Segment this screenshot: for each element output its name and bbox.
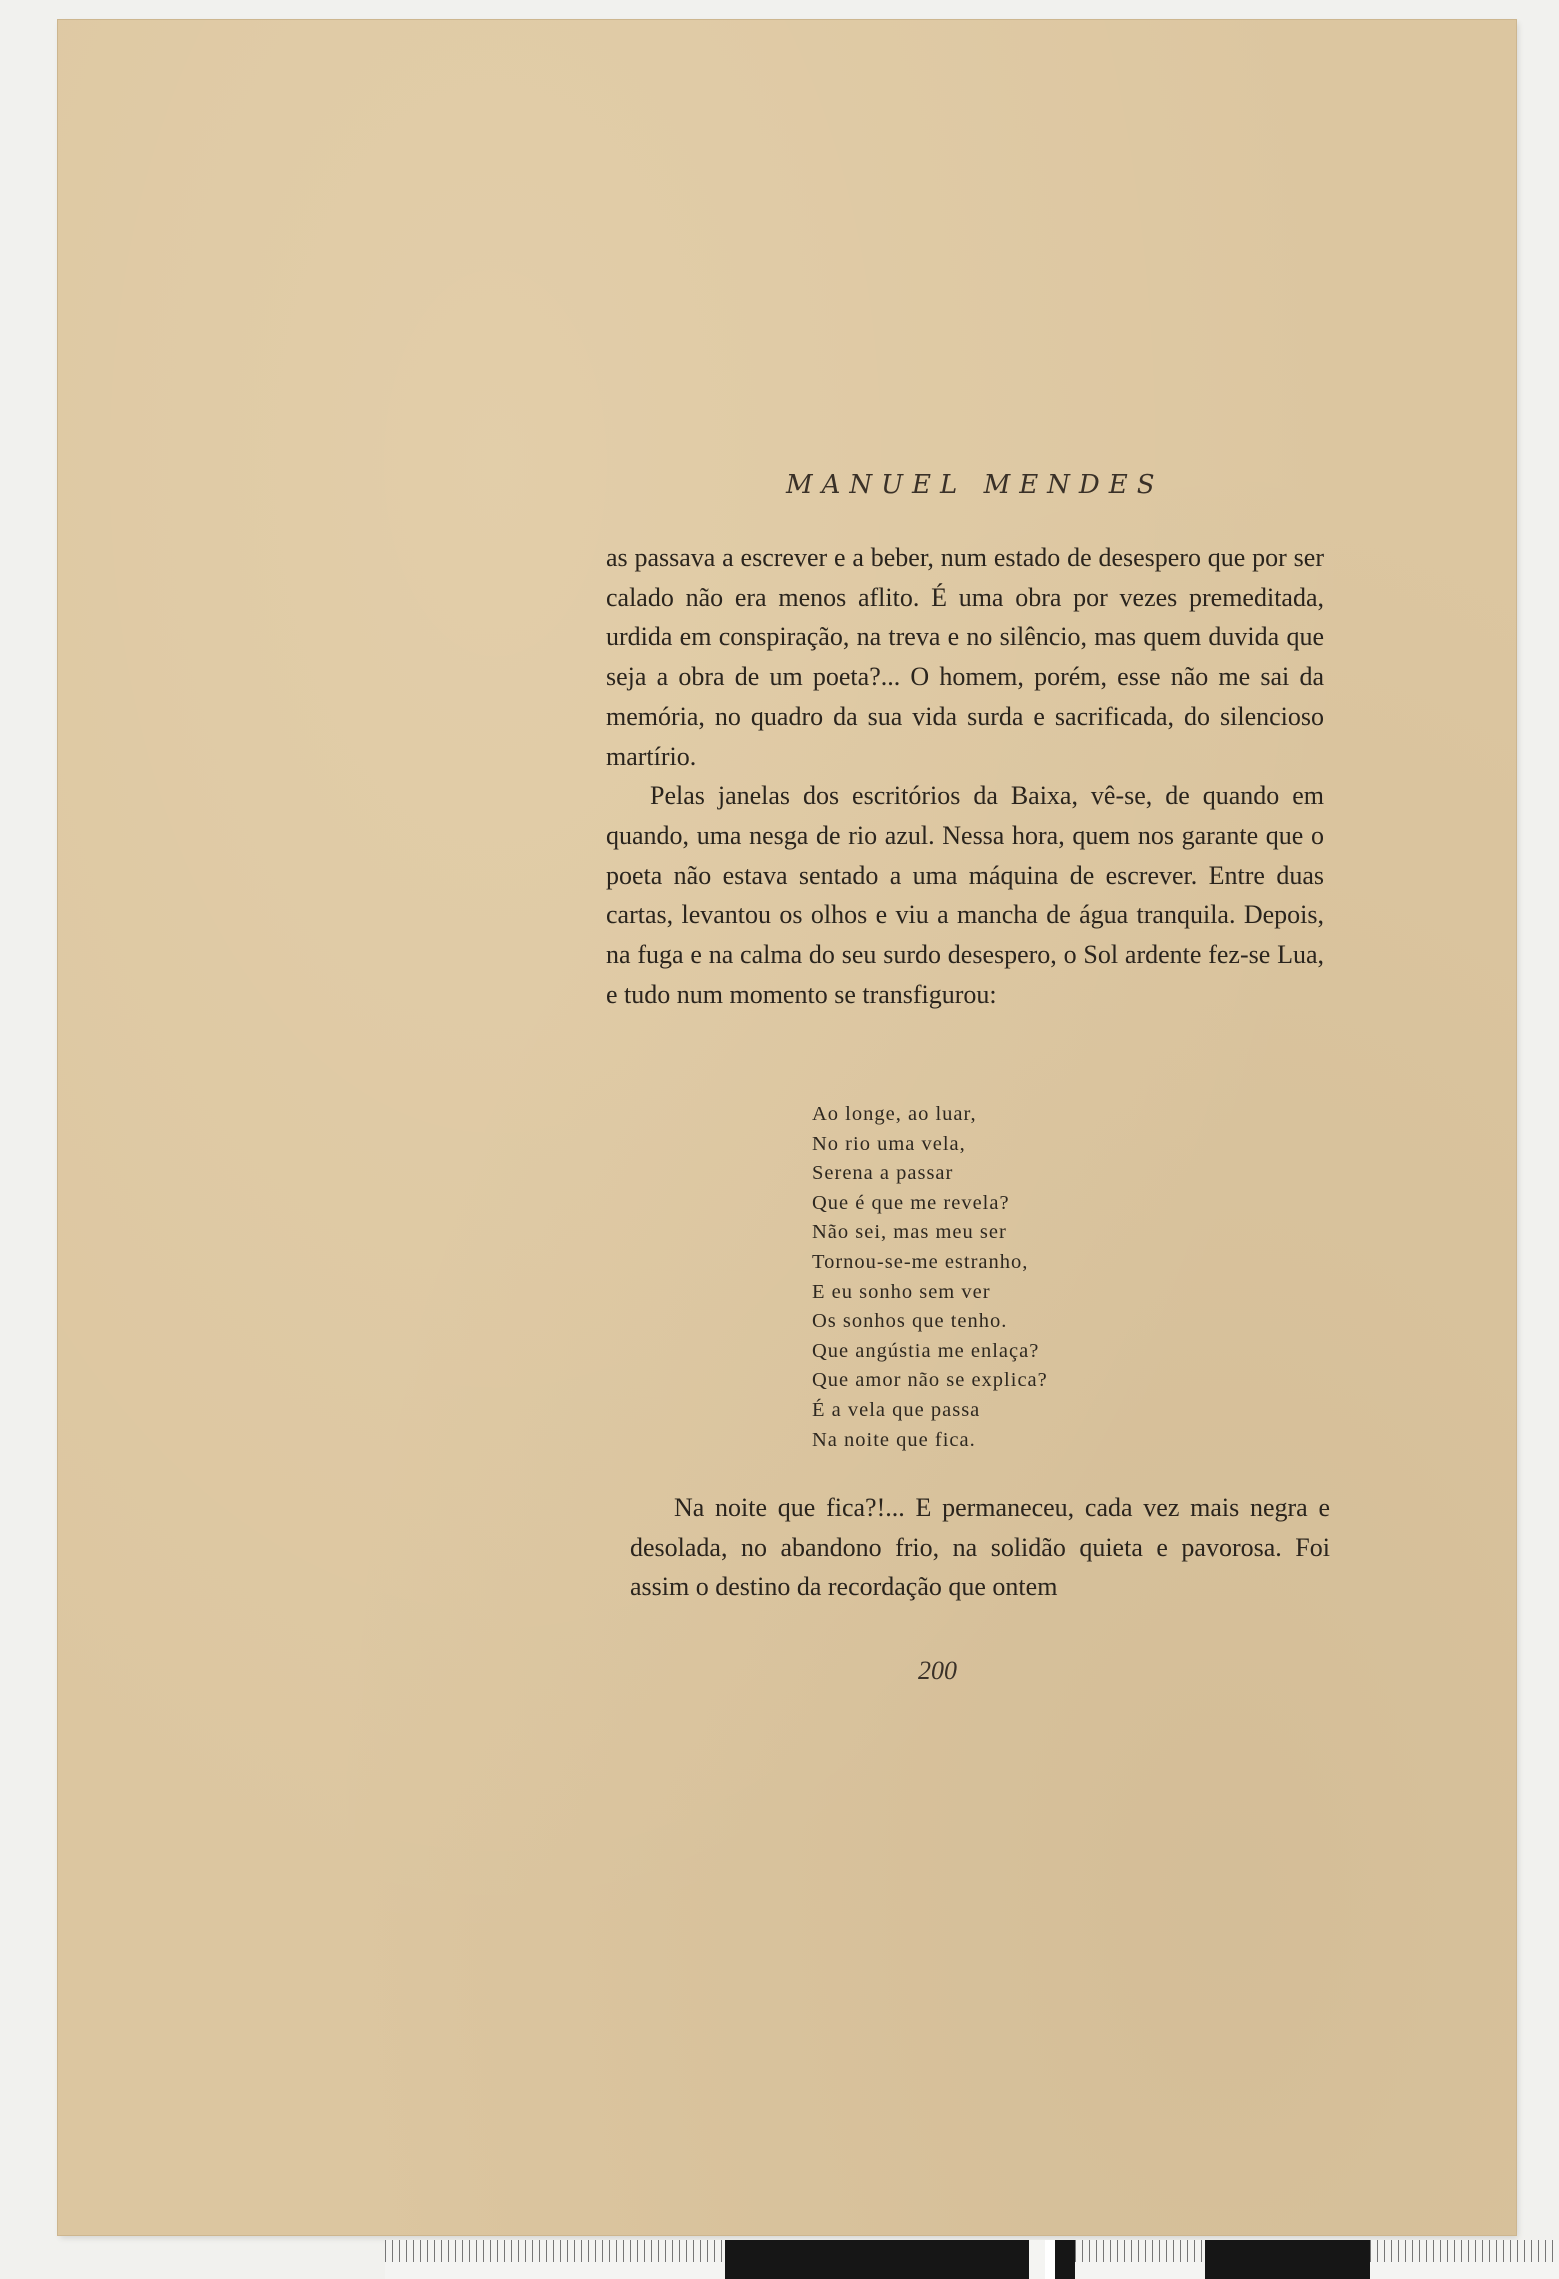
color-patch: [725, 2240, 1029, 2279]
body-text: [606, 538, 1324, 1014]
poem: [812, 1100, 1048, 1455]
poem-line: Que é que me revela?: [812, 1191, 1010, 1214]
paragraph: Na noite que fica?!... E permaneceu, cada vez mais negra e desolada, no abandono frio, na solidão quieta e pavorosa. Foi assim o destino da recordação que ontem: [630, 1493, 1330, 1602]
paragraph: as passava a escrever e a beber, num estado de desespero que por ser calado não era menos aflito. É uma obra por vezes premeditada, urdida em conspiração, na treva e no silêncio, mas quem duvida que seja a obra de um poeta?... O homem, porém, esse não me sai da memória, no quadro da sua vida surda e sacrificada, do silencioso martírio.: [606, 543, 1324, 771]
poem-line: É a vela que passa: [812, 1398, 981, 1421]
scale-ruler: [385, 2240, 1559, 2279]
ruler-ticks: [1075, 2240, 1205, 2262]
poem-line: Que amor não se explica?: [812, 1369, 1048, 1392]
color-patch: [1055, 2240, 1075, 2279]
poem-line: Serena a passar: [812, 1162, 954, 1185]
poem-line: Não sei, mas meu ser: [812, 1221, 1007, 1244]
paragraph: Pelas janelas dos escritórios da Baixa, vê-se, de quando em quando, uma nesga de rio azul. Nessa hora, quem nos garante que o poeta não estava sentado a uma máquina de escrever. Entre duas cartas, levantou os olhos e viu a mancha de água tranquila. Depois, na fuga e na calma do seu surdo desespero, o Sol ardente fez-se Lua, e tudo num momento se transfigurou:: [606, 781, 1324, 1009]
page-number: 200: [918, 1656, 957, 1685]
ruler-ticks: [1370, 2240, 1559, 2262]
book-page: [58, 20, 1516, 2235]
poem-line: Tornou-se-me estranho,: [812, 1250, 1029, 1273]
running-head: MANUEL MENDES: [786, 470, 1164, 500]
poem-line: Os sonhos que tenho.: [812, 1310, 1008, 1333]
color-patch: [1205, 2240, 1370, 2279]
poem-line: Que angústia me enlaça?: [812, 1339, 1040, 1362]
poem-line: Ao longe, ao luar,: [812, 1103, 977, 1125]
poem-line: Na noite que fica.: [812, 1428, 976, 1451]
poem-line: E eu sonho sem ver: [812, 1280, 991, 1303]
poem-line: No rio uma vela,: [812, 1132, 966, 1155]
body-text-continued: [630, 1488, 1330, 1607]
ruler-ticks: [385, 2240, 725, 2262]
